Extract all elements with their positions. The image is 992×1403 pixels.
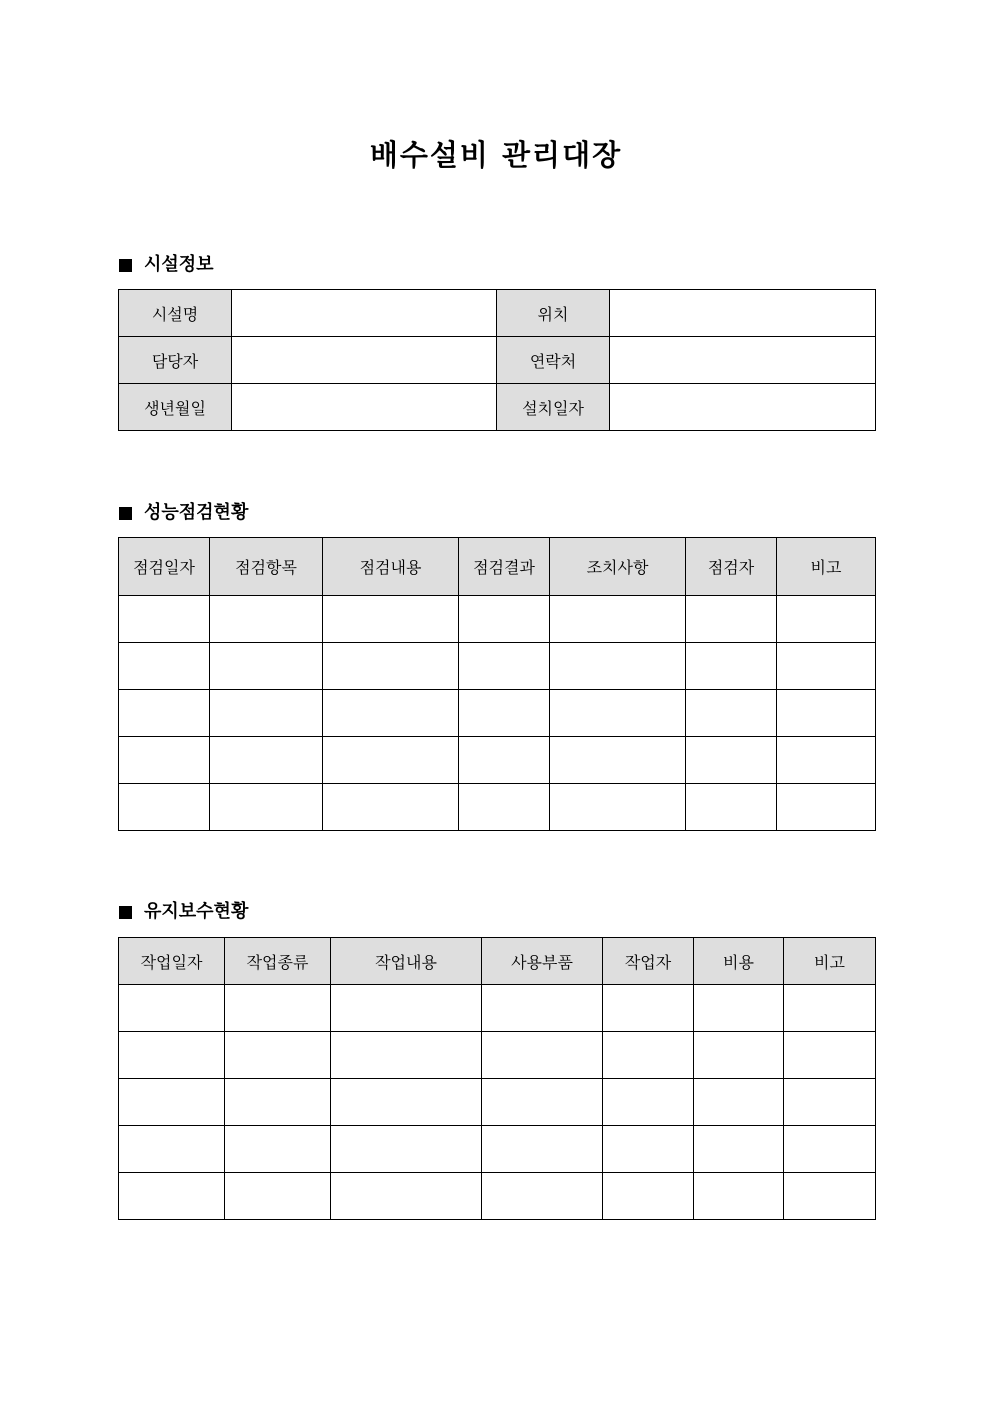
maintenance-cell[interactable] bbox=[119, 1079, 225, 1126]
inspection-cell[interactable] bbox=[210, 643, 323, 690]
inspection-cell[interactable] bbox=[686, 690, 777, 737]
inspection-cell[interactable] bbox=[119, 690, 210, 737]
inspection-cell[interactable] bbox=[686, 643, 777, 690]
maintenance-table bbox=[118, 937, 876, 1220]
facility-value-left-field[interactable] bbox=[232, 384, 497, 431]
maintenance-cell[interactable] bbox=[694, 1032, 784, 1079]
facility-row bbox=[119, 337, 876, 384]
maintenance-cell[interactable] bbox=[784, 1173, 876, 1220]
maintenance-cell[interactable] bbox=[225, 985, 331, 1032]
maintenance-cell[interactable] bbox=[225, 1173, 331, 1220]
inspection-cell[interactable] bbox=[323, 643, 459, 690]
maintenance-cell[interactable] bbox=[119, 1173, 225, 1220]
inspection-cell[interactable] bbox=[119, 643, 210, 690]
square-bullet-icon bbox=[119, 507, 132, 520]
facility-label-left: 생년월일 bbox=[119, 384, 232, 431]
inspection-cell[interactable] bbox=[210, 596, 323, 643]
facility-row bbox=[119, 290, 876, 337]
facility-label-left: 시설명 bbox=[119, 290, 232, 337]
facility-info-table bbox=[118, 289, 876, 431]
maintenance-row bbox=[119, 1032, 876, 1079]
maintenance-section-heading bbox=[119, 900, 248, 924]
maintenance-cell[interactable] bbox=[784, 985, 876, 1032]
maintenance-cell[interactable] bbox=[482, 1032, 603, 1079]
maintenance-cell[interactable] bbox=[225, 1126, 331, 1173]
maintenance-column-header: 작업자 bbox=[603, 938, 694, 985]
maintenance-cell[interactable] bbox=[331, 985, 482, 1032]
inspection-column-header: 점검내용 bbox=[323, 538, 459, 596]
inspection-cell[interactable] bbox=[459, 737, 550, 784]
maintenance-cell[interactable] bbox=[225, 1079, 331, 1126]
inspection-heading-text: 성능점검현황 bbox=[144, 502, 249, 523]
maintenance-cell[interactable] bbox=[603, 1173, 694, 1220]
maintenance-cell[interactable] bbox=[784, 1079, 876, 1126]
inspection-column-header: 점검결과 bbox=[459, 538, 550, 596]
maintenance-cell[interactable] bbox=[694, 1126, 784, 1173]
maintenance-cell[interactable] bbox=[119, 1126, 225, 1173]
inspection-cell[interactable] bbox=[686, 596, 777, 643]
maintenance-column-header: 비용 bbox=[694, 938, 784, 985]
inspection-cell[interactable] bbox=[210, 737, 323, 784]
inspection-section-heading bbox=[119, 501, 248, 525]
inspection-cell[interactable] bbox=[777, 643, 876, 690]
maintenance-cell[interactable] bbox=[225, 1032, 331, 1079]
inspection-cell[interactable] bbox=[550, 596, 686, 643]
maintenance-column-header: 비고 bbox=[784, 938, 876, 985]
maintenance-column-header: 사용부품 bbox=[482, 938, 603, 985]
inspection-column-header: 비고 bbox=[777, 538, 876, 596]
facility-label-right: 위치 bbox=[497, 290, 610, 337]
maintenance-cell[interactable] bbox=[119, 1032, 225, 1079]
inspection-row bbox=[119, 737, 876, 784]
facility-value-left-field[interactable] bbox=[232, 290, 497, 337]
maintenance-row bbox=[119, 985, 876, 1032]
inspection-column-header: 조치사항 bbox=[550, 538, 686, 596]
maintenance-cell[interactable] bbox=[694, 985, 784, 1032]
maintenance-cell[interactable] bbox=[784, 1032, 876, 1079]
maintenance-row bbox=[119, 1079, 876, 1126]
maintenance-cell[interactable] bbox=[603, 1079, 694, 1126]
maintenance-cell[interactable] bbox=[603, 1126, 694, 1173]
inspection-cell[interactable] bbox=[459, 643, 550, 690]
facility-section-heading bbox=[119, 253, 214, 277]
inspection-cell[interactable] bbox=[459, 690, 550, 737]
inspection-table bbox=[118, 537, 876, 831]
inspection-cell[interactable] bbox=[459, 784, 550, 831]
inspection-column-header: 점검일자 bbox=[119, 538, 210, 596]
inspection-cell[interactable] bbox=[323, 596, 459, 643]
inspection-cell[interactable] bbox=[550, 643, 686, 690]
facility-label-right: 설치일자 bbox=[497, 384, 610, 431]
facility-value-right-field[interactable] bbox=[610, 384, 876, 431]
maintenance-cell[interactable] bbox=[331, 1126, 482, 1173]
inspection-cell[interactable] bbox=[210, 690, 323, 737]
maintenance-cell[interactable] bbox=[119, 985, 225, 1032]
maintenance-cell[interactable] bbox=[603, 985, 694, 1032]
inspection-cell[interactable] bbox=[777, 690, 876, 737]
maintenance-cell[interactable] bbox=[694, 1173, 784, 1220]
inspection-cell[interactable] bbox=[459, 596, 550, 643]
inspection-cell[interactable] bbox=[119, 784, 210, 831]
maintenance-cell[interactable] bbox=[331, 1079, 482, 1126]
maintenance-heading-text: 유지보수현황 bbox=[144, 901, 249, 922]
inspection-cell[interactable] bbox=[777, 737, 876, 784]
document-title: 배수설비 관리대장 bbox=[369, 138, 623, 172]
inspection-cell[interactable] bbox=[777, 784, 876, 831]
inspection-row bbox=[119, 784, 876, 831]
maintenance-cell[interactable] bbox=[482, 1079, 603, 1126]
inspection-cell[interactable] bbox=[323, 690, 459, 737]
inspection-row bbox=[119, 643, 876, 690]
maintenance-cell[interactable] bbox=[331, 1173, 482, 1220]
facility-heading-text: 시설정보 bbox=[144, 254, 214, 275]
inspection-cell[interactable] bbox=[550, 690, 686, 737]
maintenance-column-header: 작업종류 bbox=[225, 938, 331, 985]
facility-label-right: 연락처 bbox=[497, 337, 610, 384]
inspection-column-header: 점검자 bbox=[686, 538, 777, 596]
inspection-cell[interactable] bbox=[686, 784, 777, 831]
maintenance-column-header: 작업내용 bbox=[331, 938, 482, 985]
inspection-cell[interactable] bbox=[119, 737, 210, 784]
inspection-row bbox=[119, 596, 876, 643]
maintenance-cell[interactable] bbox=[482, 1173, 603, 1220]
maintenance-cell[interactable] bbox=[784, 1126, 876, 1173]
facility-label-left: 담당자 bbox=[119, 337, 232, 384]
maintenance-column-header: 작업일자 bbox=[119, 938, 225, 985]
facility-value-right-field[interactable] bbox=[610, 290, 876, 337]
inspection-cell[interactable] bbox=[323, 784, 459, 831]
maintenance-cell[interactable] bbox=[482, 985, 603, 1032]
maintenance-row bbox=[119, 1126, 876, 1173]
maintenance-cell[interactable] bbox=[603, 1032, 694, 1079]
inspection-cell[interactable] bbox=[550, 737, 686, 784]
inspection-cell[interactable] bbox=[323, 737, 459, 784]
inspection-cell[interactable] bbox=[210, 784, 323, 831]
facility-value-right-field[interactable] bbox=[610, 337, 876, 384]
maintenance-cell[interactable] bbox=[694, 1079, 784, 1126]
maintenance-row bbox=[119, 1173, 876, 1220]
facility-row bbox=[119, 384, 876, 431]
square-bullet-icon bbox=[119, 906, 132, 919]
inspection-cell[interactable] bbox=[550, 784, 686, 831]
maintenance-cell[interactable] bbox=[331, 1032, 482, 1079]
inspection-row bbox=[119, 690, 876, 737]
inspection-cell[interactable] bbox=[686, 737, 777, 784]
inspection-column-header: 점검항목 bbox=[210, 538, 323, 596]
inspection-cell[interactable] bbox=[777, 596, 876, 643]
square-bullet-icon bbox=[119, 259, 132, 272]
maintenance-cell[interactable] bbox=[482, 1126, 603, 1173]
inspection-cell[interactable] bbox=[119, 596, 210, 643]
facility-value-left-field[interactable] bbox=[232, 337, 497, 384]
